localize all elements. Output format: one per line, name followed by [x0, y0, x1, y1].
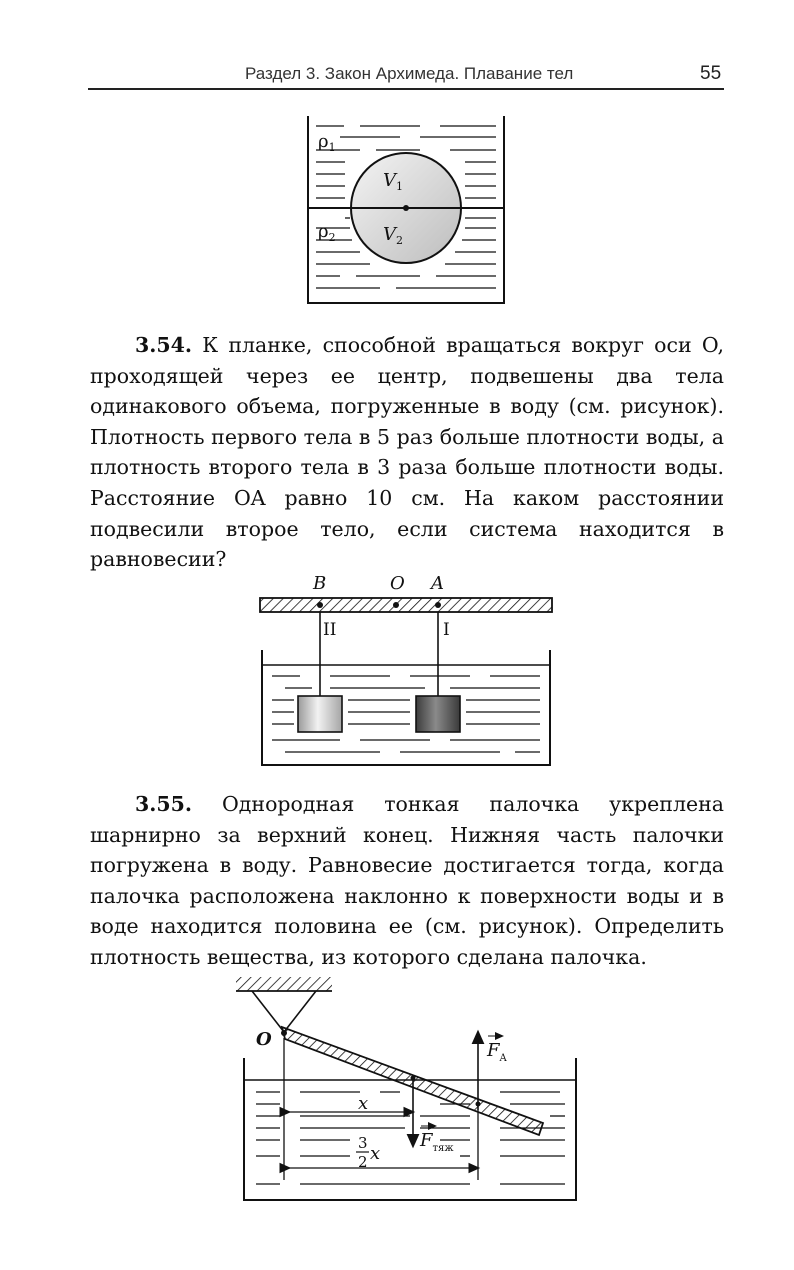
- point-b-dot: [317, 602, 323, 608]
- label-a: A: [431, 573, 444, 594]
- rho2-label: $\rho_2$: [318, 221, 336, 244]
- label-body-i: I: [443, 620, 450, 640]
- label-b: B: [313, 573, 327, 594]
- ceiling-support: [236, 977, 332, 991]
- gravity-force-label: $F_{тяж}$: [420, 1130, 454, 1154]
- sphere-center-dot: [403, 205, 409, 211]
- v2-label: $V_2$: [383, 224, 403, 247]
- buoyant-force-label: $F_A$: [487, 1040, 507, 1064]
- figure-hinged-stick: [236, 977, 576, 1200]
- hinge-dot: [281, 1030, 287, 1036]
- v1-label: $V_1$: [383, 170, 403, 193]
- running-header: Раздел 3. Закон Архимеда. Плавание тел: [245, 64, 574, 83]
- point-a-dot: [435, 602, 441, 608]
- rho1-label: $\rho_1$: [318, 131, 336, 154]
- label-o: O: [390, 573, 405, 594]
- hinge-label-o: O: [256, 1029, 272, 1050]
- problem-text: К планке, способной вращаться вокруг оси O, проходящей через ее центр, подвешены два тела одинакового объема, погруженные в воду (см. рисунок). Плотность первого тела в 5 раз больше плотности воды, а плотность второго тела в 3 раза больше плотности воды. Расстояние OA равно 10 см. На каком расстоянии подвесили второе тело, если система находится в равновесии?: [90, 333, 724, 572]
- distance-x-label: x: [358, 1093, 369, 1114]
- problem-3-54: [90, 330, 724, 575]
- fraction-denominator: 2: [358, 1153, 368, 1171]
- body-ii: [298, 696, 342, 732]
- fraction-numerator: 3: [358, 1134, 368, 1152]
- lever-bar: [260, 598, 552, 612]
- water3-hatching: [256, 1092, 565, 1184]
- figure-sphere-two-liquids: [308, 116, 504, 303]
- problem-number: 3.54.: [135, 333, 193, 357]
- figure-lever-two-bodies: [260, 573, 552, 765]
- problem-number: 3.55.: [135, 792, 193, 816]
- fraction-x-label: x: [370, 1143, 381, 1164]
- problem-text: Однородная тонкая палочка укреплена шарнирно за верхний конец. Нижняя часть палочки погружена в воду. Равновесие достигается тогда, когда палочка расположена наклонно к поверхности воды и в воде находится половина ее (см. рисунок). Определить плотность вещества, из которого сделана палочка.: [90, 792, 724, 969]
- support-strut-left: [252, 991, 284, 1032]
- page-number: 55: [700, 63, 722, 84]
- label-body-ii: II: [323, 620, 337, 640]
- problem-3-55: [90, 789, 724, 973]
- pivot-o-dot: [393, 602, 399, 608]
- support-strut-right: [284, 991, 316, 1032]
- body-i: [416, 696, 460, 732]
